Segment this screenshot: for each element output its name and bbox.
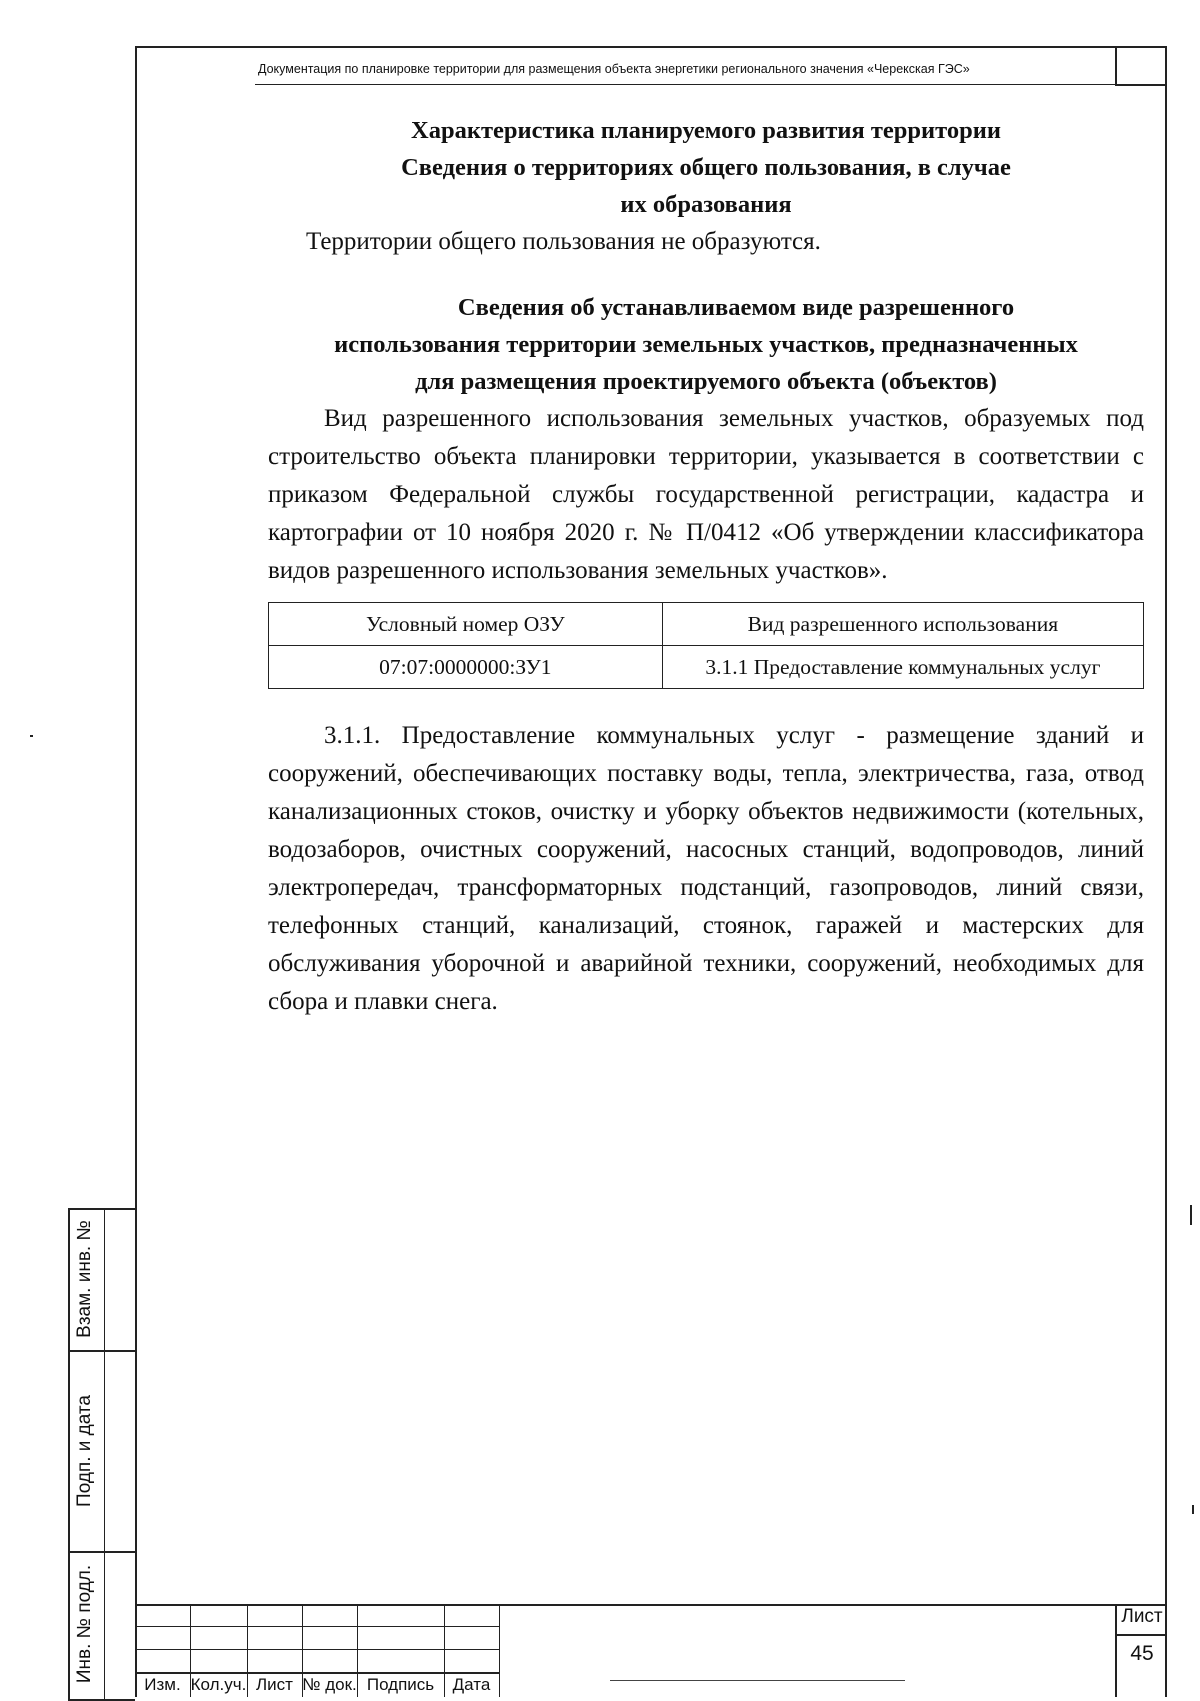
frame-right-border [1165, 46, 1167, 1697]
public-territories-text: Территории общего пользования не образуются. [306, 228, 821, 255]
scan-artifact [1190, 1205, 1192, 1225]
sheet-box-divider [1117, 1634, 1167, 1636]
section-heading-line: для размещения проектируемого объекта (объектов) [415, 368, 997, 395]
ozu-table [268, 602, 1144, 689]
stamp-col-sheet: Лист [256, 1674, 293, 1694]
stamp-col-change: Изм. [144, 1674, 181, 1694]
section-public-territories [268, 112, 1144, 261]
side-label-replacement-inv: Взам. инв. № [74, 1220, 95, 1338]
sheet-number: 45 [1130, 1642, 1154, 1665]
frame-top-border [135, 46, 1165, 48]
frame-left-border [135, 46, 137, 1697]
section-heading-line: их образования [620, 191, 792, 218]
section-heading-line: Сведения о территориях общего пользования, в случае [401, 154, 1011, 181]
stamp-col-line [499, 1604, 500, 1697]
document-header: Документация по планировке территории для размещения объекта энергетики регионального значения «Черекская ГЭС» [258, 62, 970, 76]
side-label-original-inv: Инв. № подл. [74, 1564, 96, 1684]
stamp-col-signature: Подпись [366, 1674, 435, 1694]
section-heading-line: Сведения об устанавливаемом виде разрешенного [457, 294, 1015, 321]
stamp-col-date: Дата [452, 1674, 491, 1694]
utility-services-paragraph: 3.1.1. Предоставление коммунальных услуг - размещение зданий и сооружений, обеспечивающих поставку воды, тепла, электричества, газа, отвод канализационных стоков, очистку и уборку объектов недвижимости (котельных, водозаборов, очистных сооружений, насосных станций, водопроводов, линий электропередач, трансформаторных подстанций, газопроводов, линий связи, телефонных станций, канализаций, стоянок, гаражей и мастерских для обслуживания уборочной и аварийной техники, сооружений, необходимых для сбора и плавки снега. [268, 722, 1144, 1015]
scan-artifact [30, 735, 33, 737]
section-permitted-use [268, 289, 1144, 590]
header-rule [255, 84, 1115, 85]
table-header-row [269, 603, 1144, 646]
bottom-stamp [135, 1604, 500, 1697]
permitted-use-paragraph: Вид разрешенного использования земельных участков, образуемых под строительство объекта планировки территории, указывается в соответствии с приказом Федеральной службы государственной регистрации, кадастра и картографии от 10 ноября 2020 г. № П/0412 «Об утверждении классификатора видов разрешенного использования земельных участков». [268, 405, 1144, 584]
table-header-cell: Условный номер ОЗУ [269, 603, 663, 646]
section-heading-line: использования территории земельных участков, предназначенных [334, 331, 1078, 358]
sheet-number-box [1115, 1604, 1167, 1697]
section-heading-line: Характеристика планируемого развития территории [411, 117, 1001, 144]
page-content [268, 112, 1144, 1021]
stamp-title-rule [610, 1680, 905, 1681]
stamp-col-count: Кол.уч. [190, 1674, 247, 1694]
table-cell: 07:07:0000000:ЗУ1 [269, 646, 663, 689]
scan-artifact [1192, 1505, 1194, 1514]
table-row [269, 646, 1144, 689]
header-corner-box [1115, 46, 1167, 86]
stamp-col-doc-number: № док. [302, 1674, 357, 1694]
side-label-signature-date: Подп. и дата [74, 1394, 96, 1507]
table-cell: 3.1.1 Предоставление коммунальных услуг [662, 646, 1143, 689]
sheet-label: Лист [1121, 1606, 1163, 1627]
table-header-cell: Вид разрешенного использования [662, 603, 1143, 646]
